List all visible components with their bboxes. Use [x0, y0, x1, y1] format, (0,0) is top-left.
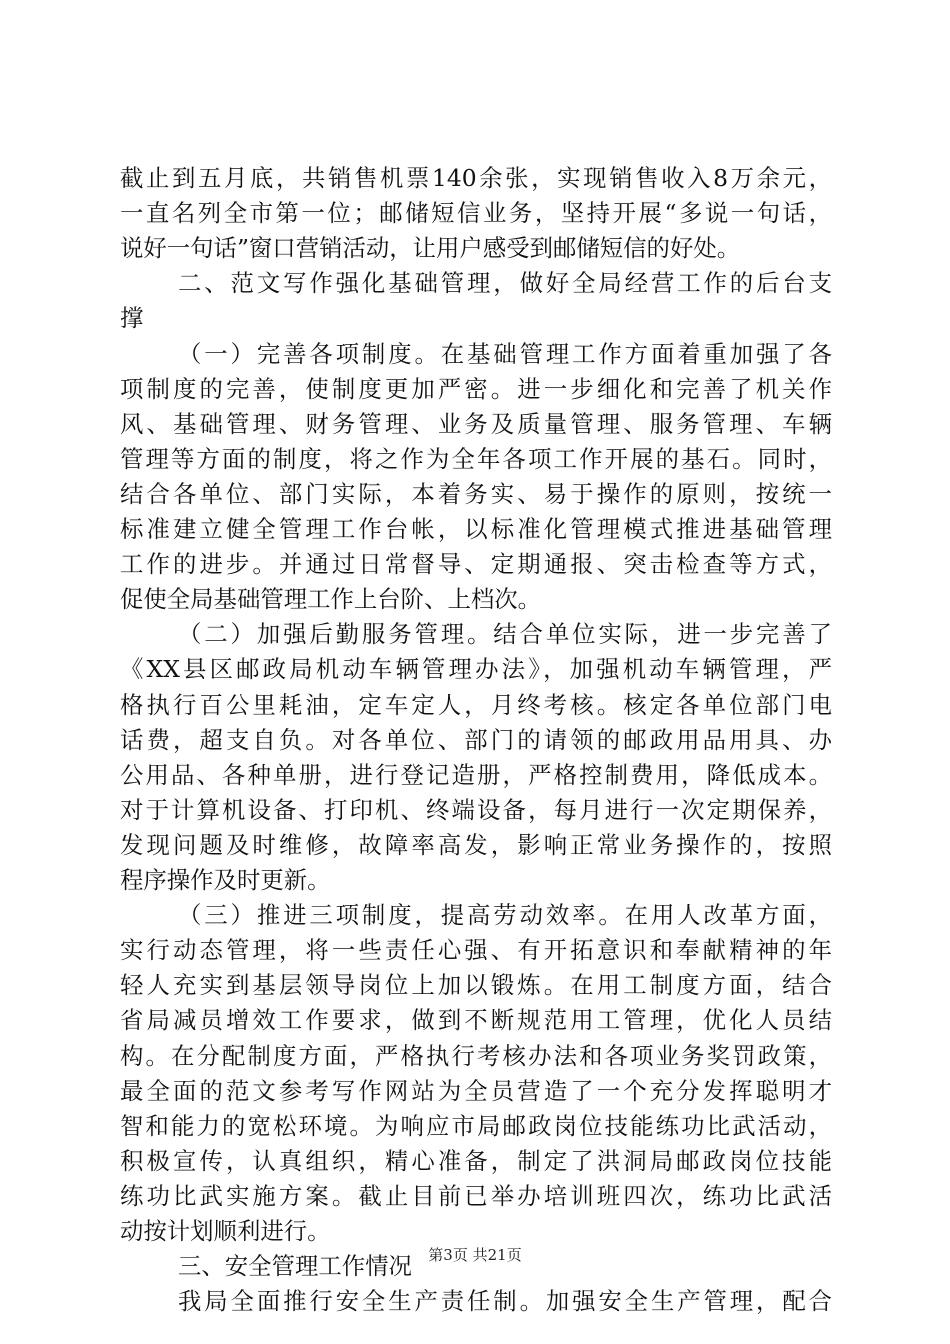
text-line: 轻人充实到基层领导岗位上加以锻炼。在用工制度方面，结合	[120, 971, 832, 1000]
text-line: 实行动态管理，将一些责任心强、有开拓意识和奉献精神的年	[120, 936, 832, 965]
text-line: 标准建立健全管理工作台帐，以标准化管理模式推进基础管理	[120, 515, 832, 543]
text-line: 我局全面推行安全生产责任制。加强安全生产管理，配合	[178, 1287, 832, 1316]
text-line: 项制度的完善，使制度更加严密。进一步细化和完善了机关作	[120, 374, 832, 403]
text-line: 最全面的范文参考写作网站为全员营造了一个充分发挥聪明才	[120, 1076, 832, 1105]
text-line: 工作的进步。并通过日常督导、定期通报、突击检查等方式，	[120, 550, 832, 579]
text-line: 发现问题及时维修，故障率高发，影响正常业务操作的，按照	[120, 830, 832, 859]
text-line: 管理等方面的制度，将之作为全年各项工作开展的基石。同时，	[120, 444, 832, 473]
text-line: 风、基础管理、财务管理、业务及质量管理、服务管理、车辆	[120, 409, 832, 438]
text-line: 结合各单位、部门实际，本着务实、易于操作的原则，按统一	[120, 479, 832, 508]
text-line: 话费，超支自负。对各单位、部门的请领的邮政用品用具、办	[120, 725, 832, 754]
text-line: 说好一句话”窗口营销活动，让用户感受到邮储短信的好处。	[120, 234, 741, 263]
section-heading: 三、安全管理工作情况	[178, 1252, 412, 1281]
text-line: （三）推进三项制度，提高劳动效率。在用人改革方面，	[178, 901, 832, 930]
text-line: 促使全局基础管理工作上台阶、上档次。	[120, 585, 542, 614]
text-line: （一）完善各项制度。在基础管理工作方面着重加强了各	[178, 339, 832, 368]
text-line: 练功比武实施方案。截止目前已举办培训班四次，练功比武活	[120, 1181, 832, 1210]
text-line: 对于计算机设备、打印机、终端设备，每月进行一次定期保养，	[120, 795, 832, 824]
text-line: 动按计划顺利进行。	[120, 1217, 331, 1245]
text-line: 构。在分配制度方面，严格执行考核办法和各项业务奖罚政策，	[120, 1041, 832, 1070]
text-line: 一直名列全市第一位；邮储短信业务，坚持开展“多说一句话，	[120, 199, 832, 228]
text-line: 截止到五月底，共销售机票140余张，实现销售收入8万余元，	[120, 164, 832, 192]
section-heading: 二、范文写作强化基础管理，做好全局经营工作的后台支	[178, 269, 832, 298]
text-line: 智和能力的宽松环境。为响应市局邮政岗位技能练功比武活动，	[120, 1111, 832, 1140]
page-footer: 第3页 共21页	[428, 1246, 522, 1264]
text-line: （二）加强后勤服务管理。结合单位实际，进一步完善了	[178, 620, 832, 649]
text-line: 格执行百公里耗油，定车定人，月终考核。核定各单位部门电	[120, 690, 832, 719]
text-line: 公用品、各种单册，进行登记造册，严格控制费用，降低成本。	[120, 760, 832, 789]
text-line: 省局减员增效工作要求，做到不断规范用工管理，优化人员结	[120, 1006, 832, 1035]
text-line: 积极宣传，认真组织，精心准备，制定了洪洞局邮政岗位技能	[120, 1146, 832, 1175]
text-line: 《XX县区邮政局机动车辆管理办法》，加强机动车辆管理，严	[120, 655, 832, 684]
text-line: 程序操作及时更新。	[120, 866, 331, 894]
section-heading-cont: 撑	[120, 304, 144, 333]
